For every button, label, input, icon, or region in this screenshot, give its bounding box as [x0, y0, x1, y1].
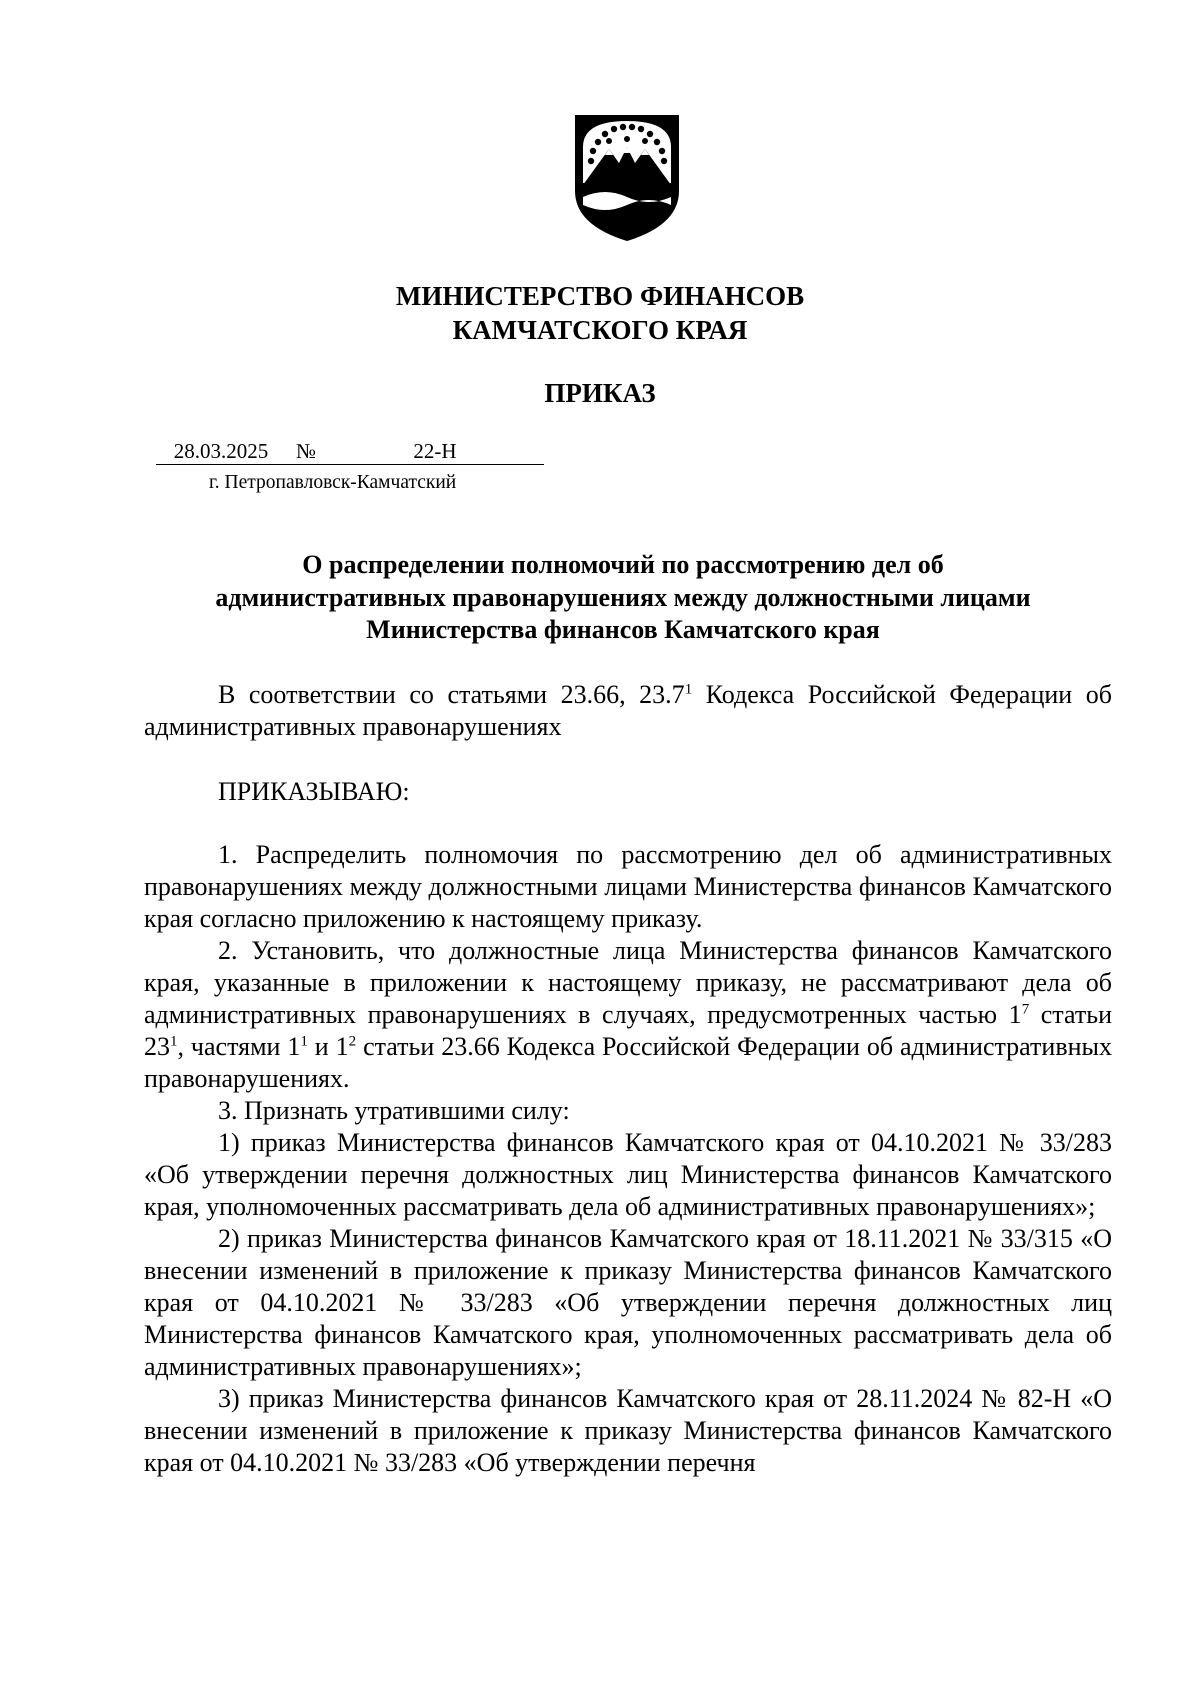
item-3-2: 2) приказ Министерства финансов Камчатского края от 18.11.2021 № 33/315 «О внесении изменений в приложение к приказу Министерства финансов Камчатского края от 04.10.2021 № 33/283 «Об утверждении перечня должностных лиц Министерства финансов Камчатского края, уполномоченных рассматривать дела об административных правонарушениях»; [144, 1224, 1112, 1381]
item-2-c: , частями 1 [177, 1032, 301, 1061]
number-sign: № [286, 438, 326, 465]
item-3: 3. Признать утратившими силу: [218, 1096, 570, 1125]
item-3-1: 1) приказ Министерства финансов Камчатского края от 04.10.2021 № 33/283 «Об утверждении перечня должностных лиц Министерства финансов Камчатского края, уполномоченных рассматривать дела об административных правонарушениях»; [144, 1128, 1112, 1221]
item-2 [144, 935, 1112, 1095]
item-2-e: статьи 23.66 Кодекса Российской Федерации об административных правонарушениях. [144, 1032, 1112, 1093]
ministry-line-1: МИНИСТЕРСТВО ФИНАНСОВ [395, 281, 805, 311]
item-2-d: и 1 [307, 1032, 349, 1061]
document-type: ПРИКАЗ [544, 378, 656, 408]
ministry-line-2: КАМЧАТСКОГО КРАЯ [452, 315, 748, 345]
subject-line-2: административных правонарушениях между должностными лицами [215, 582, 1031, 612]
legal-basis [144, 679, 1112, 743]
subject-line-1: О распределении полномочий по рассмотрению дел об [302, 550, 944, 579]
item-2-sup-4: 2 [348, 1033, 357, 1050]
item-3-3: 3) приказ Министерства финансов Камчатского края от 28.11.2024 № 82-Н «О внесении изменений в приложение к приказу Министерства финансов Камчатского края от 04.10.2021 № 33/283 «Об утверждении перечня [144, 1384, 1112, 1477]
item-2-a: 2. Установить, что должностные лица Министерства финансов Камчатского края, указанные в приложении к настоящему приказу, не рассматривают дела об административных правонарушениях в случаях, предусмотренных частью 1 [144, 936, 1112, 1029]
order-date: 28.03.2025 [156, 438, 286, 465]
item-1: 1. Распределить полномочия по рассмотрению дел об административных правонарушениях между должностными лицами Министерства финансов Камчатского края согласно приложению к настоящему приказу. [144, 840, 1112, 933]
order-items [144, 839, 1112, 1479]
order-word [144, 776, 1112, 808]
subject-line-3: Министерства финансов Камчатского края [366, 615, 880, 644]
basis-text-b: Кодекса Российской Федерации об административных правонарушениях [144, 680, 1112, 741]
item-2-sup-1: 7 [1021, 1001, 1030, 1018]
item-2-b: статьи 23 [144, 1000, 1112, 1061]
basis-text-a: В соответствии со статьями 23.66, 23.7 [218, 680, 685, 709]
coat-of-arms-icon [573, 113, 681, 243]
item-2-sup-3: 1 [300, 1033, 308, 1050]
ministry-name [0, 279, 1200, 347]
order-number: 22-Н [326, 438, 544, 465]
city: г. Петропавловск-Камчатский [209, 472, 457, 493]
basis-sup: 1 [684, 681, 693, 698]
item-2-sup-2: 1 [170, 1033, 178, 1050]
order-subject [140, 549, 1106, 647]
date-number-line [156, 438, 544, 465]
order-word-text: ПРИКАЗЫВАЮ: [218, 777, 410, 806]
